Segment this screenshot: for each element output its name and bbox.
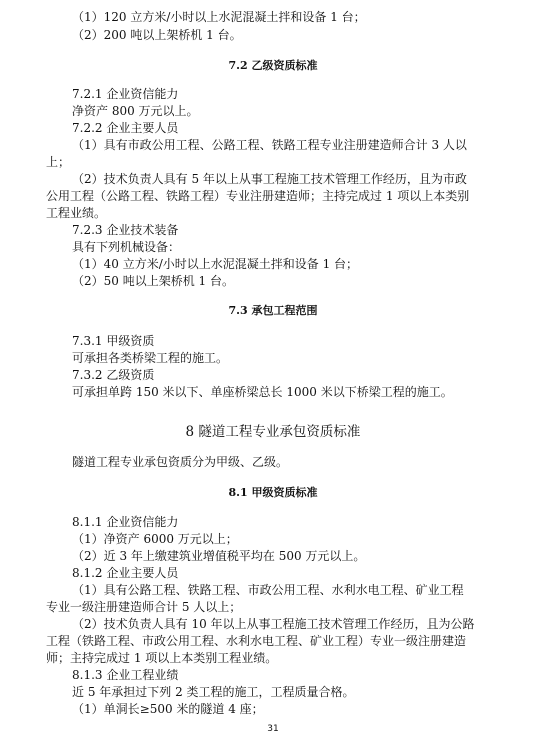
section-heading-7-2: 7.2 乙级资质标准 [228, 59, 318, 72]
chapter-heading-8: 8 隧道工程专业承包资质标准 [185, 424, 361, 440]
paragraph: 可承担各类桥梁工程的施工。 [72, 351, 229, 365]
paragraph: 专业一级注册建造师合计 5 人以上； [46, 600, 242, 614]
paragraph: 近 5 年承担过下列 2 类工程的施工，工程质量合格。 [72, 685, 355, 699]
paragraph: （1）具有市政公用工程、公路工程、铁路工程专业注册建造师合计 3 人以 [72, 138, 467, 152]
paragraph: （1）具有公路工程、铁路工程、市政公用工程、水利水电工程、矿业工程 [72, 583, 464, 597]
subheading-7-3-2: 7.3.2 乙级资质 [72, 368, 155, 382]
paragraph: 师；主持完成过 1 项以上本类别工程业绩。 [46, 651, 278, 665]
subheading-8-1-1: 8.1.1 企业资信能力 [72, 515, 179, 529]
subheading-7-2-3: 7.2.3 企业技术装备 [72, 223, 179, 237]
paragraph: （2）技术负责人具有 5 年以上从事工程施工技术管理工作经历，且为市政 [72, 172, 467, 186]
paragraph: 可承担单跨 150 米以下、单座桥梁总长 1000 米以下桥梁工程的施工。 [72, 385, 453, 399]
paragraph: 隧道工程专业承包资质分为甲级、乙级。 [72, 455, 289, 469]
paragraph: （2）技术负责人具有 10 年以上从事工程施工技术管理工作经历，且为公路 [72, 617, 475, 631]
equipment-item-2: （2）200 吨以上架桥机 1 台。 [72, 28, 242, 42]
paragraph: 公用工程（公路工程、铁路工程）专业注册建造师；主持完成过 1 项以上本类别 [46, 189, 470, 203]
equipment-item-1: （1）120 立方米/小时以上水泥混凝土拌和设备 1 台； [72, 10, 366, 24]
paragraph: 上； [46, 155, 71, 169]
paragraph: 工程业绩。 [46, 206, 107, 220]
paragraph: （2）近 3 年上缴建筑业增值税平均在 500 万元以上。 [72, 549, 366, 563]
equipment-item-1: （1）40 立方米/小时以上水泥混凝土拌和设备 1 台； [72, 257, 359, 271]
page-number: 31 [267, 724, 279, 734]
paragraph: （1）净资产 6000 万元以上； [72, 532, 238, 546]
paragraph: 工程（铁路工程、市政公用工程、水利水电工程、矿业工程）专业一级注册建造 [46, 634, 467, 648]
subheading-8-1-2: 8.1.2 企业主要人员 [72, 566, 179, 580]
subheading-7-2-1: 7.2.1 企业资信能力 [72, 87, 179, 101]
subheading-7-3-1: 7.3.1 甲级资质 [72, 334, 155, 348]
section-heading-8-1: 8.1 甲级资质标准 [228, 486, 318, 499]
paragraph: 具有下列机械设备： [72, 240, 181, 254]
paragraph: 净资产 800 万元以上。 [72, 104, 199, 118]
equipment-item-2: （2）50 吨以上架桥机 1 台。 [72, 274, 234, 288]
subheading-8-1-3: 8.1.3 企业工程业绩 [72, 668, 179, 682]
subheading-7-2-2: 7.2.2 企业主要人员 [72, 121, 179, 135]
paragraph: （1）单洞长≥500 米的隧道 4 座； [72, 702, 264, 716]
section-heading-7-3: 7.3 承包工程范围 [228, 304, 318, 317]
